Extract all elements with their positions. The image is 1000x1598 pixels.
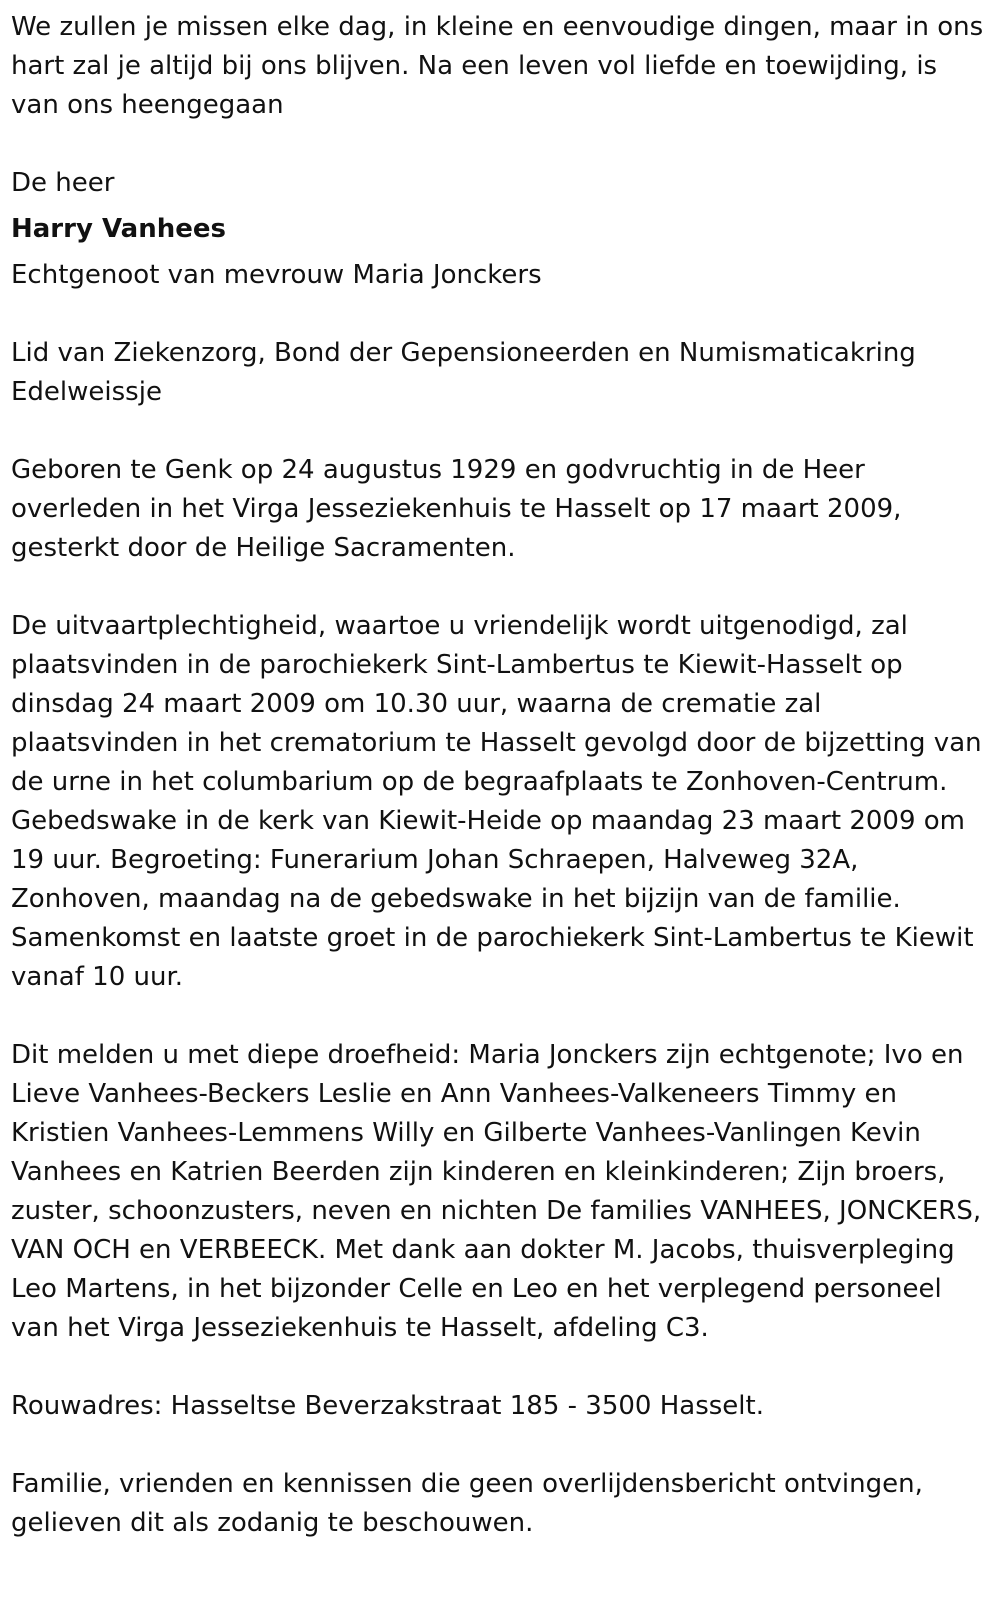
birth-death-text: Geboren te Genk op 24 augustus 1929 en godvruchtig in de Heer overleden in het Virga Jesseziekenhuis te Hasselt op 17 maart 2009, gesterkt door de Heilige Sacramenten. (11, 455, 902, 563)
family-text: Dit melden u met diepe droefheid: Maria Jonckers zijn echtgenote; Ivo en Lieve Vanhees-Beckers Leslie en Ann Vanhees-Valkeneers Timmy en Kristien Vanhees-Lemmens Willy en Gilberte Vanhees-Vanlingen Kevin Vanhees en Katrien Beerden zijn kinderen en kleinkinderen; Zijn broers, zuster, schoonzusters, neven en nichten De families VANHEES, JONCKERS, VAN OCH en VERBEECK. Met dank aan dokter M. Jacobs, thuisverpleging Leo Martens, in het bijzonder Celle en Leo en het verplegend personeel van het Virga Jesseziekenhuis te Hasselt, afdeling C3. (11, 1040, 982, 1343)
spouse-line: Echtgenoot van mevrouw Maria Jonckers (11, 260, 542, 290)
deceased-name: Harry Vanhees (11, 214, 226, 244)
closing-text: Familie, vrienden en kennissen die geen overlijdensbericht ontvingen, gelieven dit als zodanig te beschouwen. (11, 1469, 923, 1538)
salutation: De heer (11, 168, 115, 198)
memberships-text: Lid van Ziekenzorg, Bond der Gepensioneerden en Numismaticakring Edelweissje (11, 338, 916, 407)
funeral-details-text: De uitvaartplechtigheid, waartoe u vriendelijk wordt uitgenodigd, zal plaatsvinden in de parochiekerk Sint-Lambertus te Kiewit-Hasselt op dinsdag 24 maart 2009 om 10.30 uur, waarna de crematie zal plaatsvinden in het crematorium te Hasselt gevolgd door de bijzetting van de urne in het columbarium op de begraafplaats te Zonhoven-Centrum. Gebedswake in de kerk van Kiewit-Heide op maandag 23 maart 2009 om 19 uur. Begroeting: Funerarium Johan Schraepen, Halveweg 32A, Zonhoven, maandag na de gebedswake in het bijzijn van de familie. Samenkomst en laatste groet in de parochiekerk Sint-Lambertus te Kiewit vanaf 10 uur. (11, 611, 982, 992)
intro-text: We zullen je missen elke dag, in kleine en eenvoudige dingen, maar in ons hart zal je altijd bij ons blijven. Na een leven vol liefde en toewijding, is van ons heengegaan (11, 12, 984, 120)
mourning-address: Rouwadres: Hasseltse Beverzakstraat 185 - 3500 Hasselt. (11, 1391, 764, 1421)
